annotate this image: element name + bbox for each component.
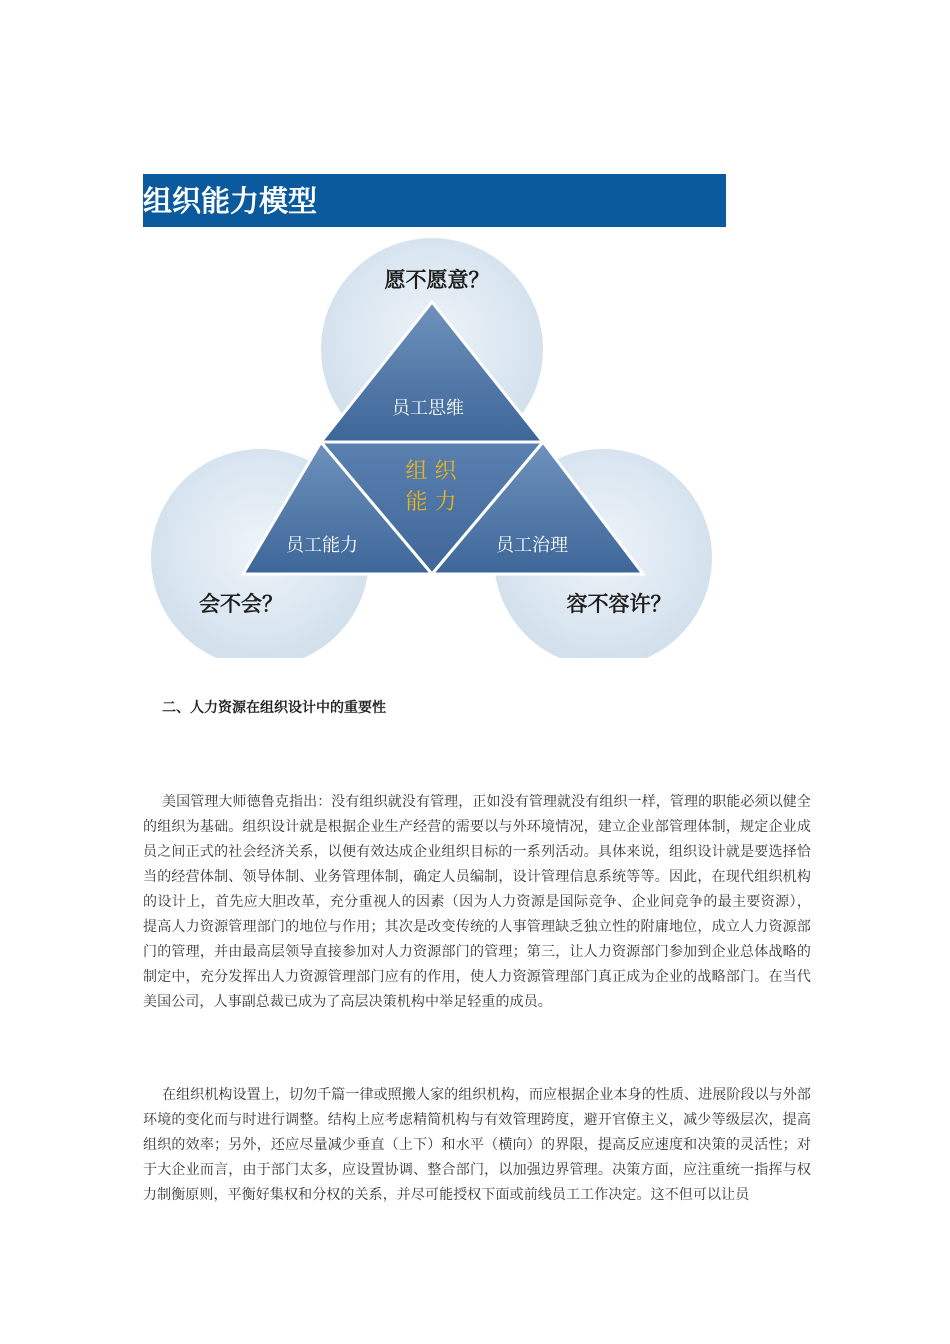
question-top: 愿不愿意？	[384, 268, 490, 292]
label-center-line1: 组 织	[405, 459, 457, 484]
label-right: 员工治理	[496, 535, 568, 556]
label-center-line2: 能 力	[405, 490, 457, 515]
question-right: 容不容许？	[566, 592, 672, 616]
label-top: 员工思维	[392, 398, 464, 419]
banner-title: 组织能力模型	[143, 184, 318, 218]
section-heading: 二、人力资源在组织设计中的重要性	[162, 700, 386, 716]
paragraph-1: 美国管理大师德鲁克指出：没有组织就没有管理，正如没有管理就没有组织一样，管理的职能必须以健全的组织为基础。组织设计就是根据企业生产经营的需要以与外环境情况，建立企业部管理体制，规定企业成员之间正式的社会经济关系，以便有效达成企业组织目标的一系列活动。具体来说，组织设计就是要选择恰当的经营体制、领导体制、业务管理体制，确定人员编制，设计管理信息系统等等。因此，在现代组织机构的设计上，首先应大胆改革，充分重视人的因素（因为人力资源是国际竞争、企业间竞争的最主要资源），提高人力资源管理部门的地位与作用；其次是改变传统的人事管理缺乏独立性的附庸地位，成立人力资源部门的管理，并由最高层领导直接参加对人力资源部门的管理；第三，让人力资源部门参加到企业总体战略的制定中，充分发挥出人力资源管理部门应有的作用，使人力资源管理部门真正成为企业的战略部门。在当代美国公司，人事副总裁已成为了高层决策机构中举足轻重的成员。	[143, 794, 811, 1010]
organization-capability-model-figure	[143, 172, 726, 662]
question-left: 会不会？	[199, 592, 283, 616]
label-left: 员工能力	[286, 535, 358, 556]
paragraph-2: 在组织机构设置上，切勿千篇一律或照搬人家的组织机构，而应根据企业本身的性质、进展阶段以与外部环境的变化而与时进行调整。结构上应考虑精简机构与有效管理跨度，避开官僚主义，减少等级层次，提高组织的效率；另外，还应尽量减少垂直（上下）和水平（横向）的界限，提高反应速度和决策的灵活性；对于大企业而言，由于部门太多，应设置协调、整合部门，以加强边界管理。决策方面，应注重统一指挥与权力制衡原则，平衡好集权和分权的关系，并尽可能授权下面或前线员工工作决定。这不但可以让员	[143, 1087, 811, 1203]
